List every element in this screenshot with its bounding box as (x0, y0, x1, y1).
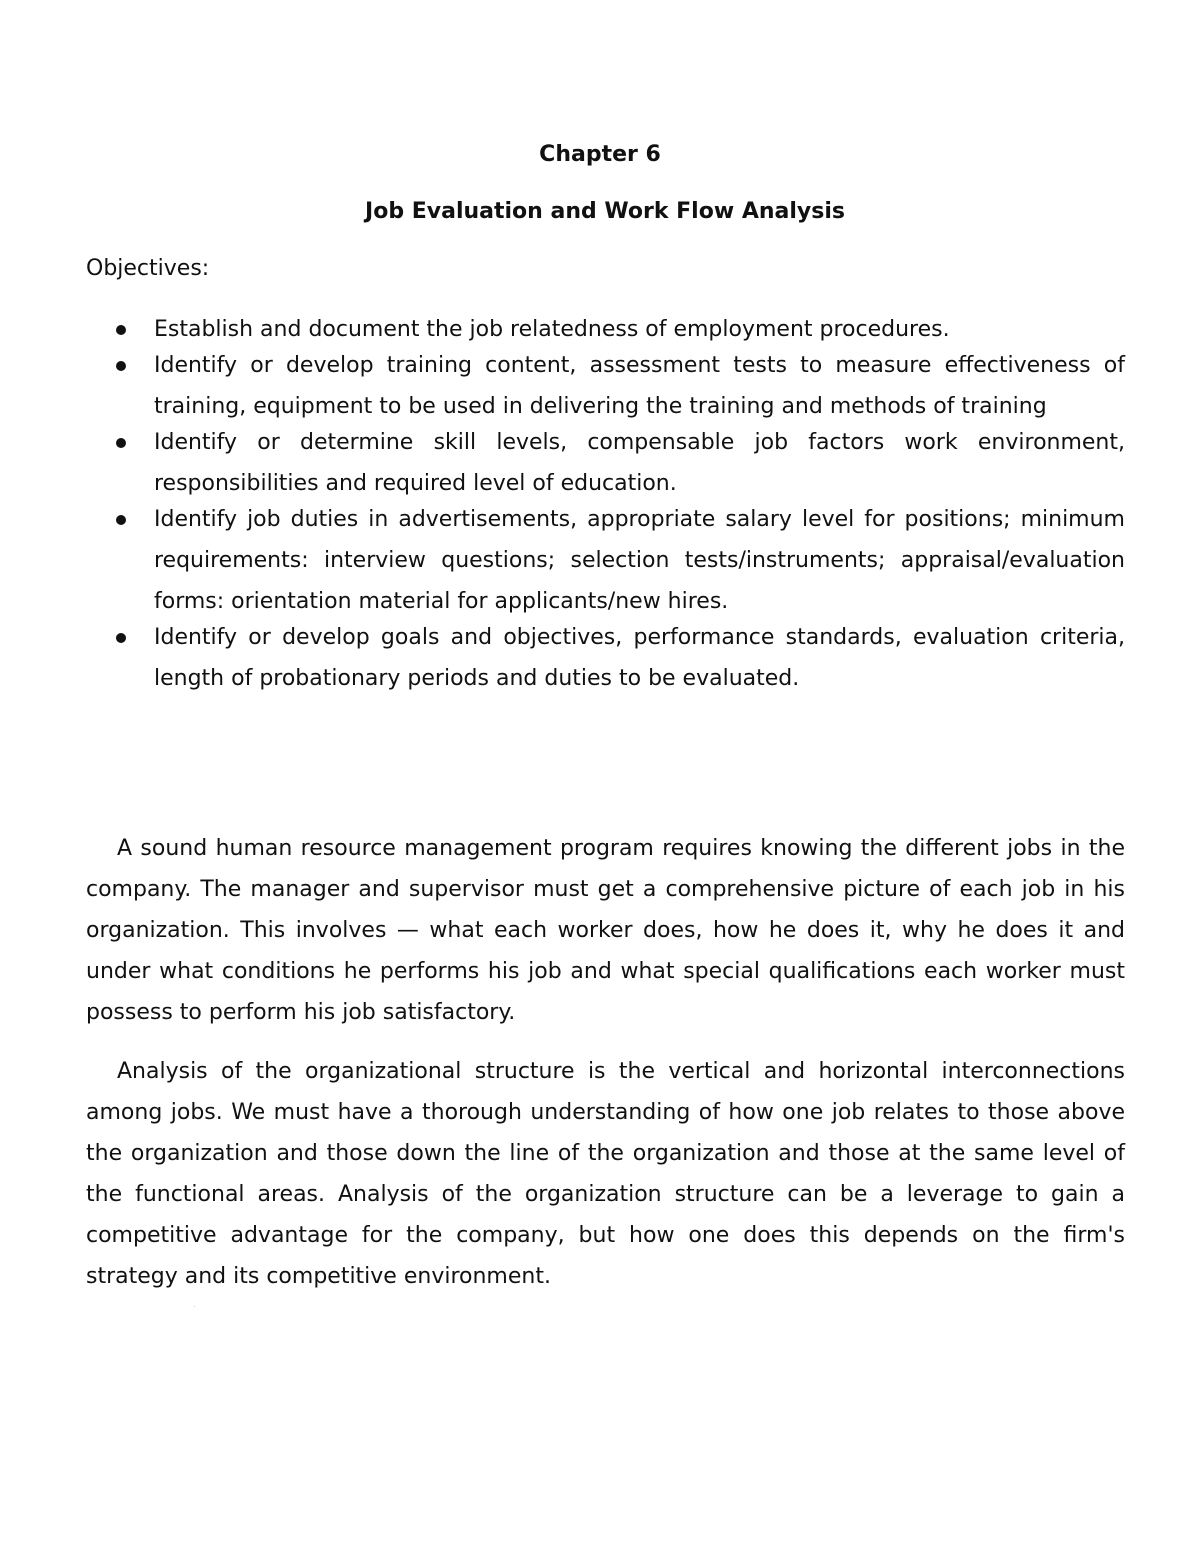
objective-text: Identify or determine skill levels, compensable job factors work environment, responsibilities and required level of education. (154, 430, 1125, 496)
bullet-icon (116, 325, 126, 335)
objective-text: Establish and document the job relatedness of employment procedures. (154, 317, 950, 342)
bullet-icon (116, 361, 126, 371)
objective-item (86, 422, 1125, 504)
objective-text: Identify or develop goals and objectives, performance standards, evaluation criteria, length of probationary periods and duties to be evaluated. (154, 625, 1125, 691)
scan-artifact (194, 1306, 195, 1307)
body-paragraph-org-structure: Analysis of the organizational structure is the vertical and horizontal interconnections among jobs. We must have a thorough understanding of how one job relates to those above the organization and those down the line of the organization and those at the same level of the functional areas. Analysis of the organization structure can be a leverage to gain a competitive advantage for the company, but how one does this depends on the firm's strategy and its competitive environment. (86, 1059, 1125, 1289)
objective-text: Identify job duties in advertisements, appropriate salary level for positions; minimum requirements: interview questions; selection tests/instruments; appraisal/evaluation forms: orientation material for applicants/new hires. (154, 507, 1125, 614)
objective-item (86, 617, 1125, 699)
objective-item (86, 345, 1125, 427)
objectives-label: Objectives: (86, 256, 210, 281)
objectives-list (86, 309, 1125, 699)
document-title: Job Evaluation and Work Flow Analysis (365, 199, 845, 224)
objective-text: Identify or develop training content, assessment tests to measure effectiveness of training, equipment to be used in delivering the training and methods of training (154, 353, 1125, 419)
bullet-icon (116, 515, 126, 525)
body-paragraph-hrm: A sound human resource management program requires knowing the different jobs in the company. The manager and supervisor must get a comprehensive picture of each job in his organization. This involves — what each worker does, how he does it, why he does it and under what conditions he performs his job and what special qualifications each worker must possess to perform his job satisfactory. (86, 836, 1125, 1025)
objective-item (86, 499, 1125, 622)
bullet-icon (116, 633, 126, 643)
chapter-heading: Chapter 6 (539, 142, 661, 167)
bullet-icon (116, 438, 126, 448)
objective-item (86, 309, 1125, 350)
